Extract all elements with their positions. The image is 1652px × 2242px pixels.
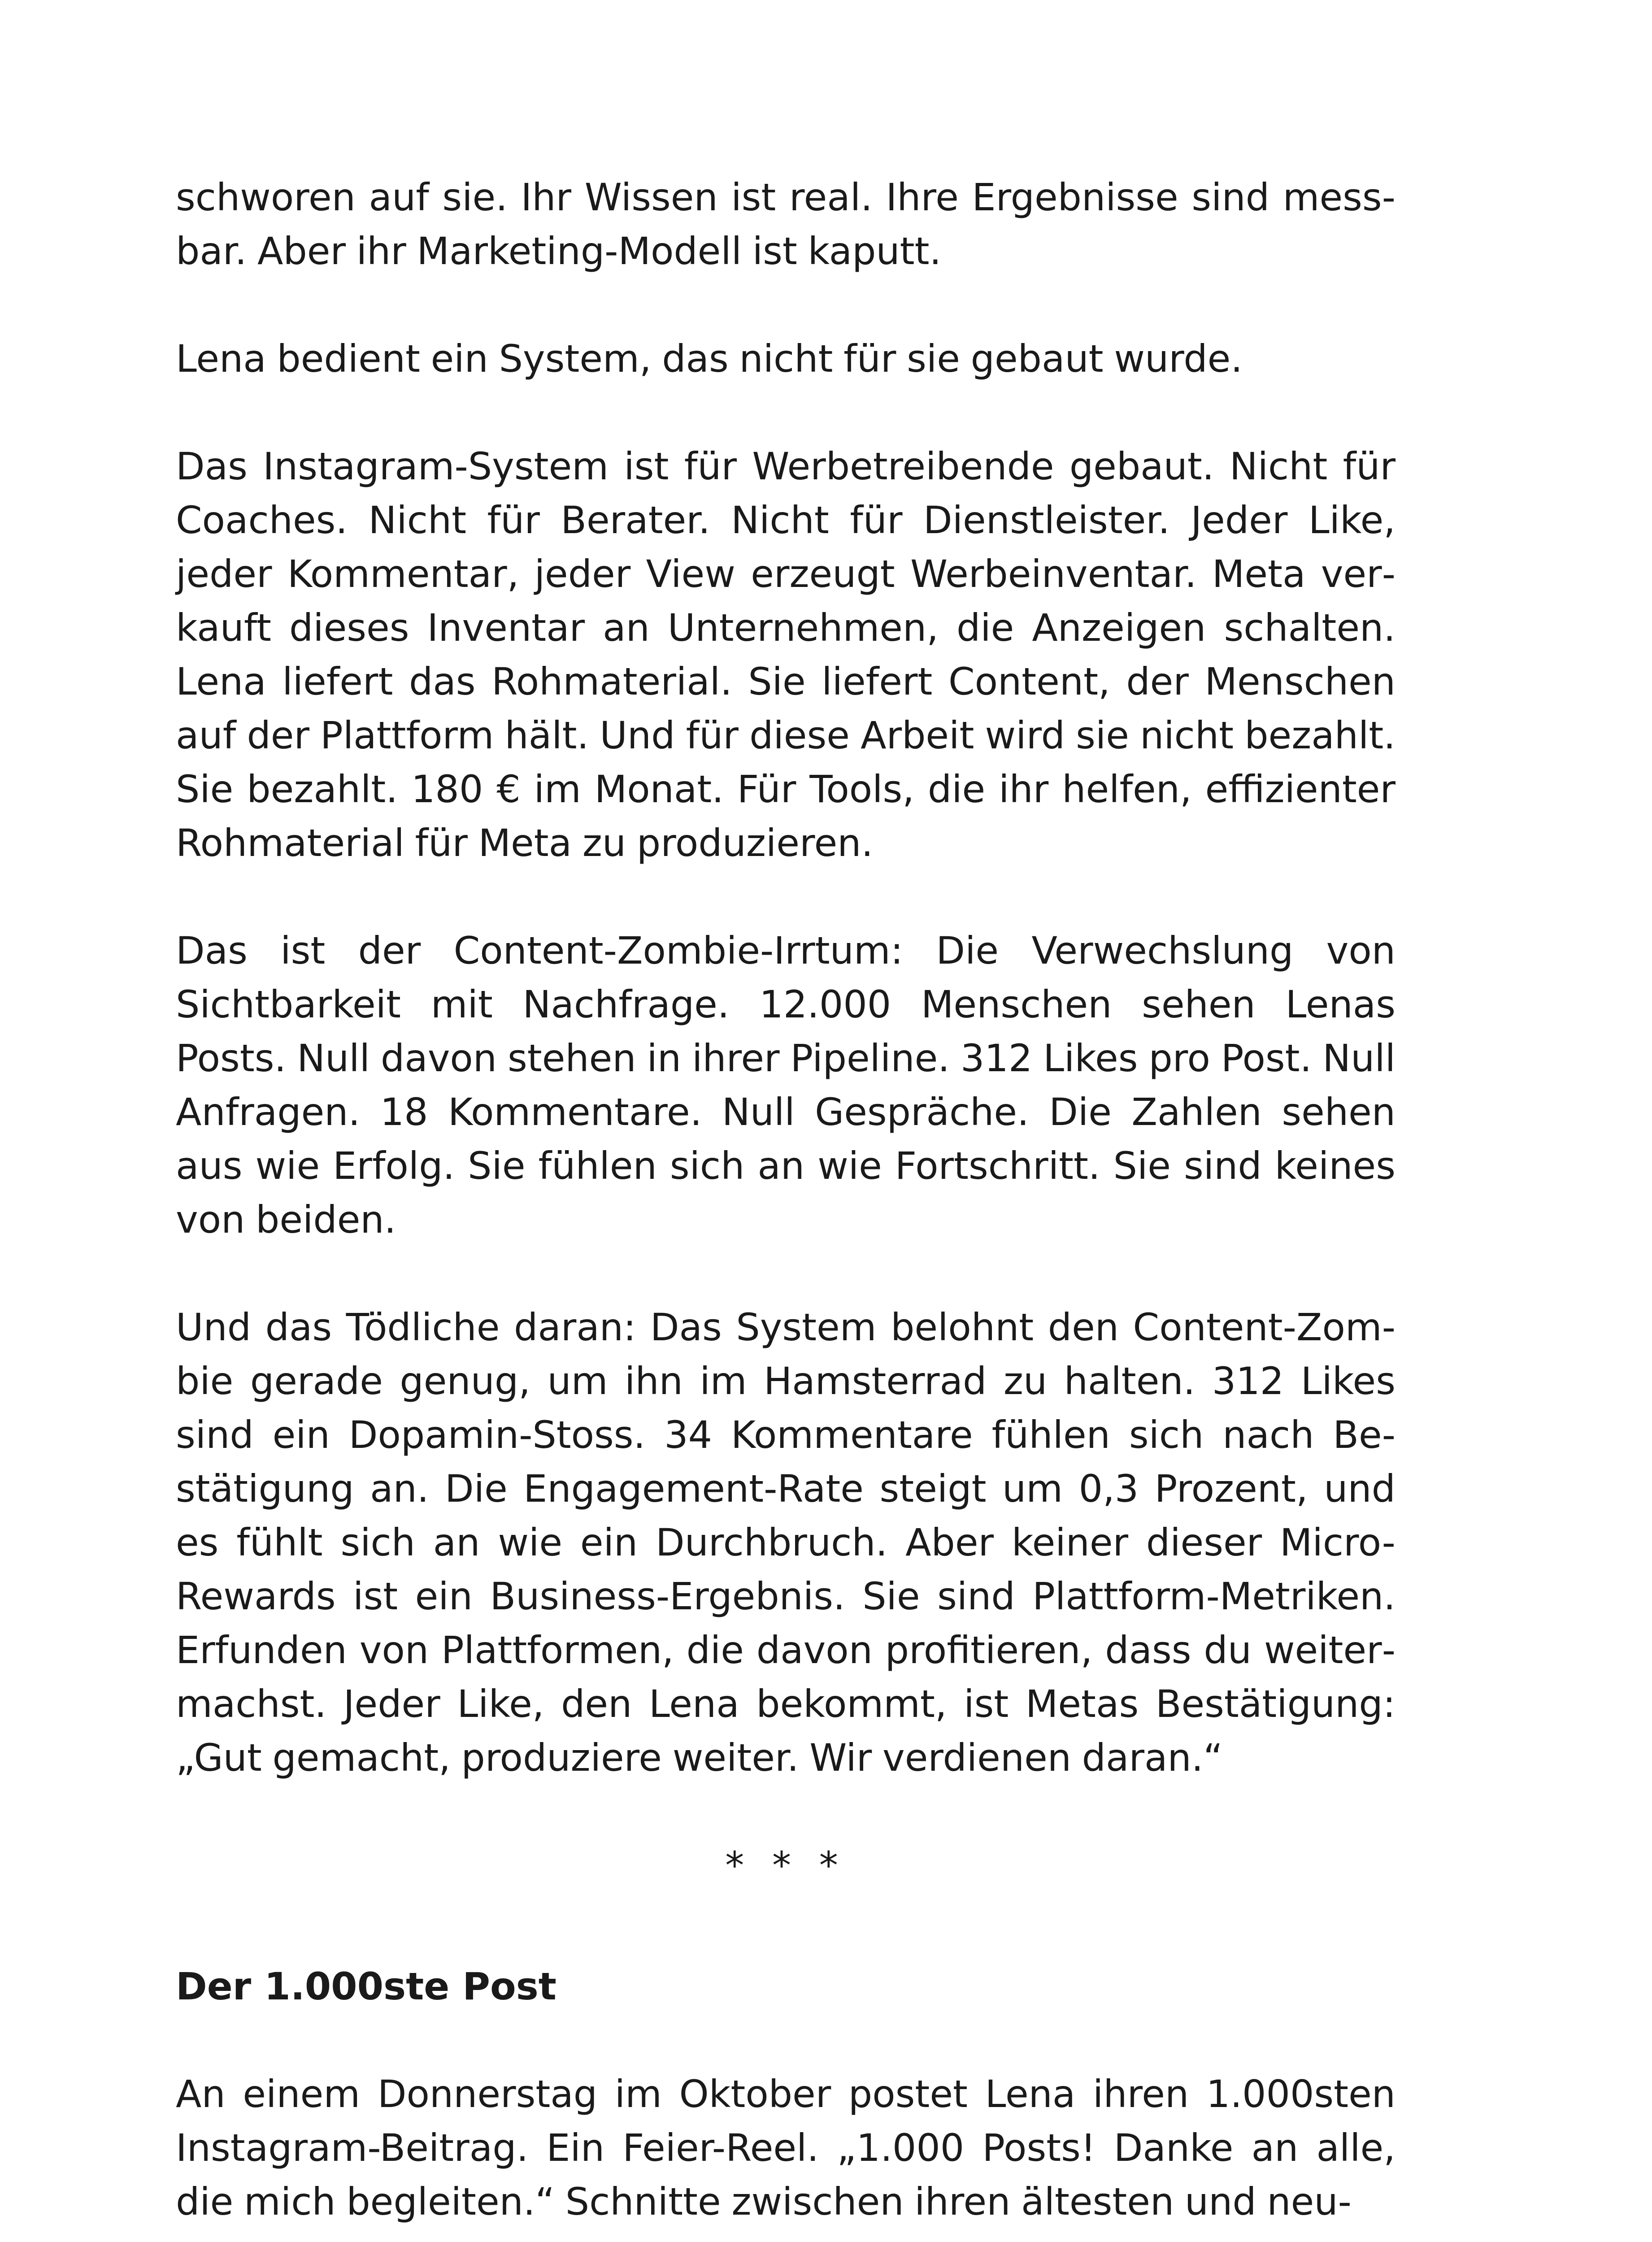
paragraph-6: An einem Donnerstag im Oktober postet Lena ihren 1.000sten Instagram-Beitrag. Ein Feier-Reel. „1.000 Posts! Danke an alle, die mich begleiten.“ Schnitte zwischen ihren ältesten und neu-	[176, 2072, 1396, 2224]
paragraph-5: Und das Tödliche daran: Das System belohnt den Content-Zombie gerade genug, um ihn im Hamsterrad zu halten. 312 Likes sind ein Dopamin-Stoss. 34 Kommentare fühlen sich nach Bestätigung an. Die Engagement-Rate steigt um 0,3 Prozent, und es fühlt sich an wie ein Durchbruch. Aber keiner dieser Micro-Rewards ist ein Business-Ergebnis. Sie sind Plattform-Metriken. Erfunden von Plattformen, die davon profitieren, dass du weitermachst. Jeder Like, den Lena bekommt, ist Metas Bestätigung: „Gut gemacht, produziere weiter. Wir verdienen daran.“	[176, 1305, 1396, 1780]
section-separator: * * *	[725, 1843, 846, 1887]
section-heading: Der 1.000ste Post	[176, 1964, 556, 2008]
paragraph-4: Das ist der Content-Zombie-Irrtum: Die Verwechslung von Sichtbarkeit mit Nachfrage. 12.000 Menschen sehen Lenas Posts. Null davon stehen in ihrer Pipeline. 312 Likes pro Post. Null Anfragen. 18 Kommentare. Null Gespräche. Die Zahlen sehen aus wie Erfolg. Sie fühlen sich an wie Fortschritt. Sie sind keines von beiden.	[176, 929, 1396, 1242]
paragraph-2: Lena bedient ein System, das nicht für sie gebaut wurde.	[176, 337, 1243, 381]
paragraph-3: Das Instagram-System ist für Werbetreibende gebaut. Nicht für Coaches. Nicht für Berater. Nicht für Dienstleister. Jeder Like, jeder Kommentar, jeder View erzeugt Werbeinventar. Meta verkauft dieses Inventar an Unternehmen, die Anzeigen schalten. Lena liefert das Rohmaterial. Sie liefert Content, der Menschen auf der Plattform hält. Und für diese Arbeit wird sie nicht bezahlt. Sie bezahlt. 180 € im Monat. Für Tools, die ihr helfen, effizienter Rohmaterial für Meta zu produzieren.	[176, 444, 1396, 865]
paragraph-1: schworen auf sie. Ihr Wissen ist real. Ihre Ergebnisse sind messbar. Aber ihr Marketing-Modell ist kaputt.	[176, 175, 1396, 273]
page-body	[176, 170, 1396, 2242]
